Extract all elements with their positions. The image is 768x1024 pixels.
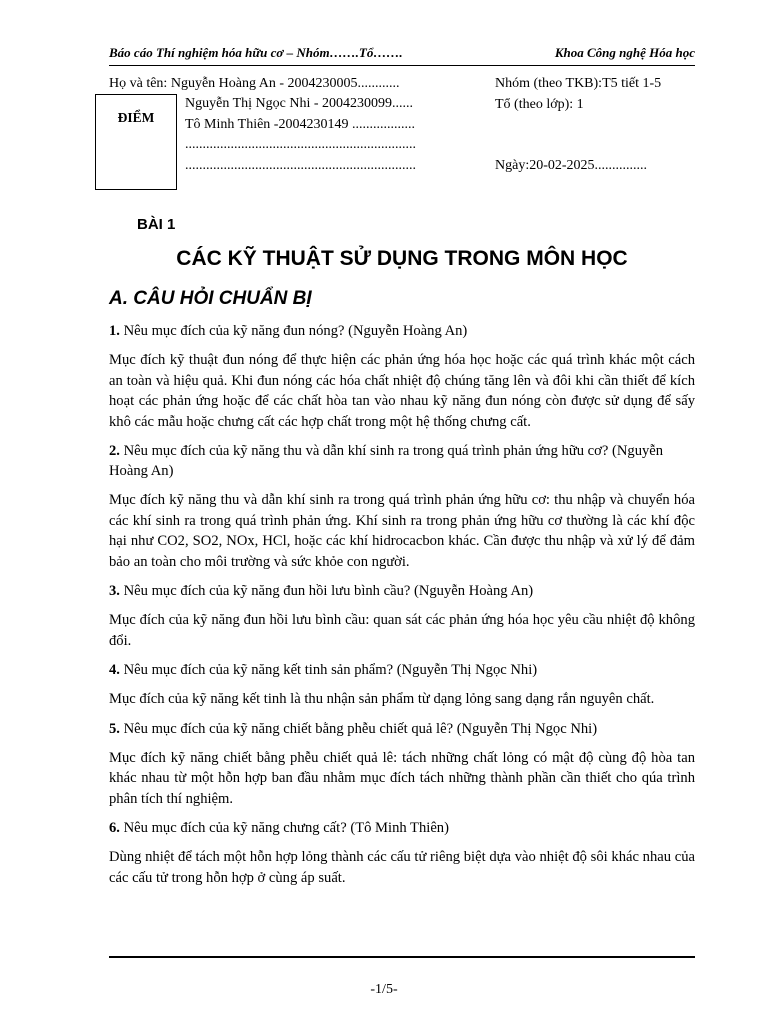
section-heading: A. CÂU HỎI CHUẨN BỊ [109,288,312,309]
question-number: 5. [109,720,120,737]
score-box [95,94,177,190]
question-1 [109,321,695,341]
header-right-text: Khoa Công nghệ Hóa học [554,45,695,60]
answer-5: Mục đích kỹ năng chiết bằng phễu chiết quả lê: tách những chất lỏng có mật độ cùng độ hòa tan khác nhau từ một hỗn hợp ban đầu nhằm mục đích tách những thành phần cần thiết cho qúa trình phân tích thí nghiệm. [109,749,695,807]
question-text: Nêu mục đích của kỹ năng chiết bằng phễu chiết quả lê? (Nguyễn Thị Ngọc Nhi) [119,720,598,737]
question-2 [109,441,695,481]
answer-4: Mục đích của kỹ năng kết tinh là thu nhận sản phẩm từ dạng lỏng sang dạng rắn nguyên chất. [109,691,655,707]
answer-6: Dùng nhiệt để tách một hỗn hợp lỏng thành các cấu tử riêng biệt dựa vào nhiệt độ sôi khác nhau của các cấu tử trong hỗn hợp ở cùng áp suất. [109,849,695,886]
member-blank-line-2: .................................................................. [185,157,416,173]
member-name-3: Tô Minh Thiên -2004230149 .................. [185,116,415,132]
lesson-number: BÀI 1 [137,216,176,233]
running-header [109,45,695,66]
question-text: Nêu mục đích của kỹ năng đun nóng? (Nguyễn Hoàng An) [119,323,468,339]
student-info-block [109,74,399,95]
answer-2: Mục đích kỹ năng thu và dẫn khí sinh ra trong quá trình phản ứng hữu cơ: thu nhập và chuyển hóa các khí sinh ra trong quá trình phản ứng. Khí sinh ra trong phản ứng hữu cơ thường là các khí độc hại như CO2, SO2, NOx, HCl, hoặc các khí hidrocacbon khác. Cần được thu nhập và xử lý để đảm bảo an toàn cho môi trường và sức khỏe con người. [109,492,695,570]
answer-1: Mục đích kỹ thuật đun nóng để thực hiện các phản ứng hóa học hoặc các quá trình khác một cách an toàn và hiệu quả. Khi đun nóng các hóa chất nhiệt độ chúng tăng lên và đôi khi cần thiết để kích hoạt các phản ứng hoặc để các chất hòa tan vào nhau kỹ năng đun nóng còn được sử dụng để sấy khô các mẫu hoặc chưng cất các hợp chất trong một hệ thống chưng cất. [109,352,695,430]
header-left-text: Báo cáo Thí nghiệm hóa hữu cơ – Nhóm…….Tổ……. [109,45,403,60]
name-label: Họ và tên: [109,76,171,91]
date-field: Ngày:20-02-2025............... [495,158,648,173]
question-text: Nêu mục đích của kỹ năng đun hồi lưu bình cầu? (Nguyễn Hoàng An) [119,583,534,599]
question-text: Nêu mục đích của kỹ năng kết tinh sản phẩm? (Nguyễn Thị Ngọc Nhi) [119,662,538,678]
answer-3: Mục đích của kỹ năng đun hồi lưu bình cầu: quan sát các phản ứng hóa học yêu cầu nhiệt độ không đổi. [109,612,695,649]
page-number: -1/5- [370,982,398,997]
page-title: CÁC KỸ THUẬT SỬ DỤNG TRONG MÔN HỌC [176,247,628,270]
question-number: 1. [109,323,120,339]
question-text: Nêu mục đích của kỹ năng chưng cất? (Tô Minh Thiên) [119,820,449,836]
question-number: 4. [109,662,120,678]
question-number: 2. [109,443,120,459]
question-number: 3. [109,583,120,599]
member-name-2: Nguyễn Thị Ngọc Nhi - 2004230099...... [185,96,413,111]
member-name-1: Nguyễn Hoàng An - 2004230005............ [170,76,400,91]
question-number: 6. [109,820,120,836]
team-field: Tổ (theo lớp): 1 [495,96,584,112]
question-6 [109,818,695,838]
footer-divider [109,956,695,958]
member-blank-line-1: .................................................................. [185,137,416,152]
score-label: ĐIỂM [117,110,155,125]
questions-content [109,321,695,897]
question-3 [109,581,695,601]
group-info-block [495,74,661,177]
question-5 [109,719,695,739]
member-list [185,94,416,176]
group-field: Nhóm (theo TKB):T5 tiết 1-5 [495,76,662,91]
question-text: Nêu mục đích của kỹ năng thu và dẫn khí sinh ra trong quá trình phản ứng hữu cơ? (Nguyễn Hoàng An) [109,443,664,479]
question-4 [109,660,695,680]
